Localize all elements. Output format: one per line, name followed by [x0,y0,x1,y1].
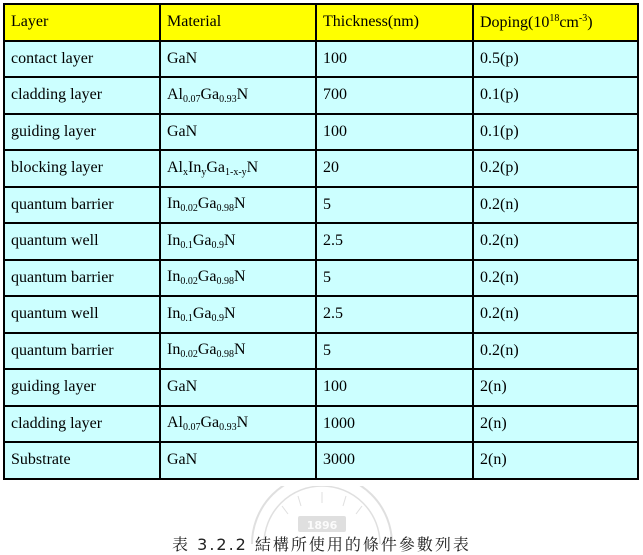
header-doping-unit-exponent: -3 [578,12,588,24]
material-element: N [233,268,246,286]
header-doping-exponent: 18 [549,12,560,24]
table-row [4,187,638,224]
cell-thickness: 20 [316,150,473,187]
table-caption: 表 3.2.2 結構所使用的條件參數列表 [172,535,471,554]
cell-material [160,41,316,78]
cell-thickness: 100 [316,41,473,78]
table-body [4,41,638,479]
material-element: In [167,268,181,286]
cell-layer: Substrate [4,442,160,479]
cell-layer: cladding layer [4,77,160,114]
cell-doping: 0.5(p) [473,41,638,78]
material-element: In [188,158,202,176]
material-element: Ga [200,85,220,103]
cell-thickness: 5 [316,187,473,224]
cell-thickness: 100 [316,114,473,151]
material-subscript: 0.02 [180,276,198,288]
table-row [4,369,638,406]
table-row [4,150,638,187]
material-subscript: 0.98 [216,349,234,361]
header-row [4,4,638,41]
material-element: Al [167,85,183,103]
material-element: Ga [197,268,217,286]
material-element: GaN [167,451,198,469]
material-subscript: 0.1 [180,239,193,251]
cell-doping: 0.2(n) [473,260,638,297]
material-element: N [236,414,249,432]
material-element: GaN [167,49,198,67]
material-element: In [167,304,181,322]
header-layer: Layer [4,4,160,41]
cell-doping: 2(n) [473,442,638,479]
table-row [4,114,638,151]
header-doping [473,4,638,41]
table-row [4,406,638,443]
material-element: Ga [200,414,220,432]
table-header [4,4,638,41]
cell-layer: blocking layer [4,150,160,187]
layer-structure-table-wrap [3,3,637,480]
cell-thickness: 700 [316,77,473,114]
material-subscript: 0.9 [211,312,224,324]
material-element: Ga [192,231,212,249]
cell-doping: 0.2(n) [473,187,638,224]
cell-material [160,333,316,370]
cell-thickness: 100 [316,369,473,406]
material-element: Al [167,414,183,432]
cell-layer: quantum well [4,223,160,260]
material-element: Ga [206,158,225,176]
cell-thickness: 5 [316,333,473,370]
layer-structure-table [3,3,639,480]
cell-layer: quantum well [4,296,160,333]
material-element: N [223,304,236,322]
cell-material [160,114,316,151]
cell-material [160,77,316,114]
cell-layer: guiding layer [4,369,160,406]
material-element: GaN [167,378,198,396]
cell-doping: 2(n) [473,406,638,443]
table-row [4,41,638,78]
material-element: N [236,85,249,103]
material-element: Ga [197,341,217,359]
cell-doping: 0.2(n) [473,223,638,260]
material-subscript: 0.02 [180,203,198,215]
cell-doping: 0.2(n) [473,333,638,370]
material-subscript: 0.02 [180,349,198,361]
table-row [4,296,638,333]
cell-doping: 2(n) [473,369,638,406]
cell-material [160,406,316,443]
table-row [4,333,638,370]
cell-material [160,369,316,406]
cell-material [160,150,316,187]
material-subscript: 0.9 [211,239,224,251]
material-subscript: 0.98 [216,276,234,288]
material-subscript: y [201,166,207,178]
table-row [4,260,638,297]
watermark-year: 1896 [306,519,338,532]
material-subscript: 0.93 [219,422,237,434]
header-doping-unit: cm [559,13,579,31]
cell-thickness: 1000 [316,406,473,443]
header-thickness: Thickness(nm) [316,4,473,41]
cell-layer: quantum barrier [4,187,160,224]
material-subscript: 0.98 [216,203,234,215]
table-row [4,77,638,114]
cell-doping: 0.2(n) [473,296,638,333]
material-element: N [246,158,259,176]
cell-material [160,296,316,333]
cell-doping: 0.2(p) [473,150,638,187]
header-doping-base: Doping(10 [480,13,550,31]
cell-material [160,187,316,224]
material-element: Ga [192,304,212,322]
header-material: Material [160,4,316,41]
material-subscript: 0.07 [183,93,201,105]
material-subscript: 0.93 [219,93,237,105]
material-element: GaN [167,122,198,140]
cell-material [160,260,316,297]
cell-material [160,442,316,479]
material-subscript: x [183,166,188,178]
cell-doping: 0.1(p) [473,114,638,151]
material-element: N [233,195,246,213]
cell-layer: quantum barrier [4,260,160,297]
material-subscript: 0.07 [183,422,201,434]
material-element: Ga [197,195,217,213]
cell-layer: guiding layer [4,114,160,151]
header-doping-close: ) [587,13,593,31]
material-element: In [167,195,181,213]
cell-thickness: 3000 [316,442,473,479]
cell-doping: 0.1(p) [473,77,638,114]
material-element: In [167,341,181,359]
material-subscript: 0.1 [180,312,193,324]
cell-thickness: 2.5 [316,296,473,333]
cell-layer: contact layer [4,41,160,78]
cell-layer: cladding layer [4,406,160,443]
material-element: Al [167,158,183,176]
material-element: N [223,231,236,249]
table-row [4,442,638,479]
material-element: N [233,341,246,359]
cell-layer: quantum barrier [4,333,160,370]
cell-thickness: 5 [316,260,473,297]
cell-material [160,223,316,260]
table-row [4,223,638,260]
material-element: In [167,231,181,249]
cell-thickness: 2.5 [316,223,473,260]
material-subscript: 1-x-y [224,166,247,178]
